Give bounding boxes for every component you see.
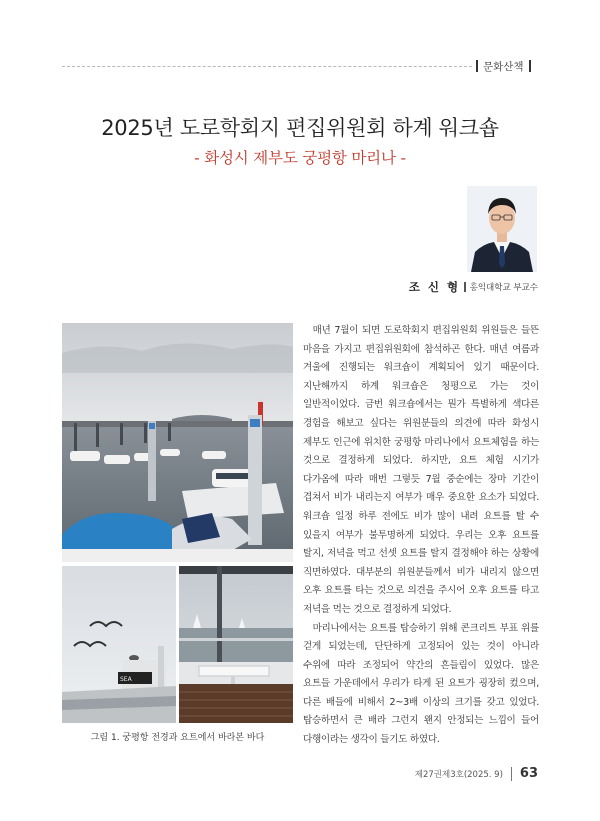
author-byline: [409, 279, 538, 295]
yacht-deck-sea-photo: [179, 566, 293, 723]
body-paragraph-1: 매년 7월이 되면 도로학회지 편집위원회 위원들은 들뜬 마음을 가지고 편집위원회에 참석하곤 한다. 매년 여름과 겨울에 진행되는 워크숍이 계획되어 있기 때문이다. 지난해까지 하계 워크숍은 청평으로 가는 것이 일반적이었다. 금번 워크숍에서는 뭔가 특별하게 색다른 경험을 해보고 싶다는 위원분들의 의견에 따라 화성시 제부도 인근에 위치한 궁평항 마리나에서 요트체험을 하는 것으로 결정하게 되었다. 하지만, 요트 체험 시기가 다가옴에 따라 매번 그렇듯 7월 중순에는 장마 기간이 겹쳐서 비가 내리는지 여부가 매우 중요한 요소가 되었다. 워크숍 일정 하루 전에도 비가 많이 내려 요트를 탈 수 있을지 여부가 불투명하게 되었다. 우리는 오후 요트를 탈지, 저녁을 먹고 선셋 요트를 탈지 결정해야 하는 상황에 직면하였다. 대부분의 위원분들께서 비가 내리지 않으면 오후 요트를 타는 것으로 의견을 주시어 오후 요트를 타고 저녁을 먹는 것으로 결정하게 되었다.: [303, 325, 539, 615]
seagull-yacht-photo: [62, 566, 176, 723]
article-body: [303, 322, 539, 750]
header-rule: [62, 66, 472, 67]
section-tag-label: 문화산책: [483, 60, 524, 73]
author-affiliation: 홍익대학교 부교수: [469, 283, 538, 293]
page-footer: [415, 766, 538, 781]
figure-caption: 그림 1. 궁평항 전경과 요트에서 바라본 바다: [90, 733, 265, 743]
section-tag-right-bar: [529, 60, 531, 72]
page-number: 63: [519, 766, 538, 781]
svg-text:SEA: SEA: [120, 676, 132, 683]
article-title: 2025년 도로학회지 편집위원회 하계 워크숍: [101, 116, 499, 140]
marina-photo: [62, 323, 293, 562]
author-separator: [464, 282, 466, 292]
footer-issue: 제27권제3호(2025. 9): [414, 769, 503, 780]
section-tag: [476, 58, 531, 74]
footer-separator: [511, 767, 512, 781]
author-photo: [467, 186, 537, 272]
article-subtitle: - 화성시 제부도 궁평항 마리나 -: [194, 149, 406, 167]
section-tag-left-bar: [476, 60, 478, 72]
author-name: 조 신 형: [408, 280, 461, 294]
body-paragraph-2: 마리나에서는 요트를 탑승하기 위해 콘크리트 부표 위를 걷게 되었는데, 단단하게 고정되어 있는 것이 아니라 수위에 따라 조정되어 약간의 흔들림이 있었다. 많은 요트들 가운데에서 우리가 타게 된 요트가 굉장히 컸으며, 다른 배들에 비해서 2~3배 이상의 크기를 갖고 있었다. 탑승하면서 큰 배라 그런지 왠지 안정되는 느낌이 들어 다행이라는 생각이 들기도 하였다.: [303, 622, 539, 746]
